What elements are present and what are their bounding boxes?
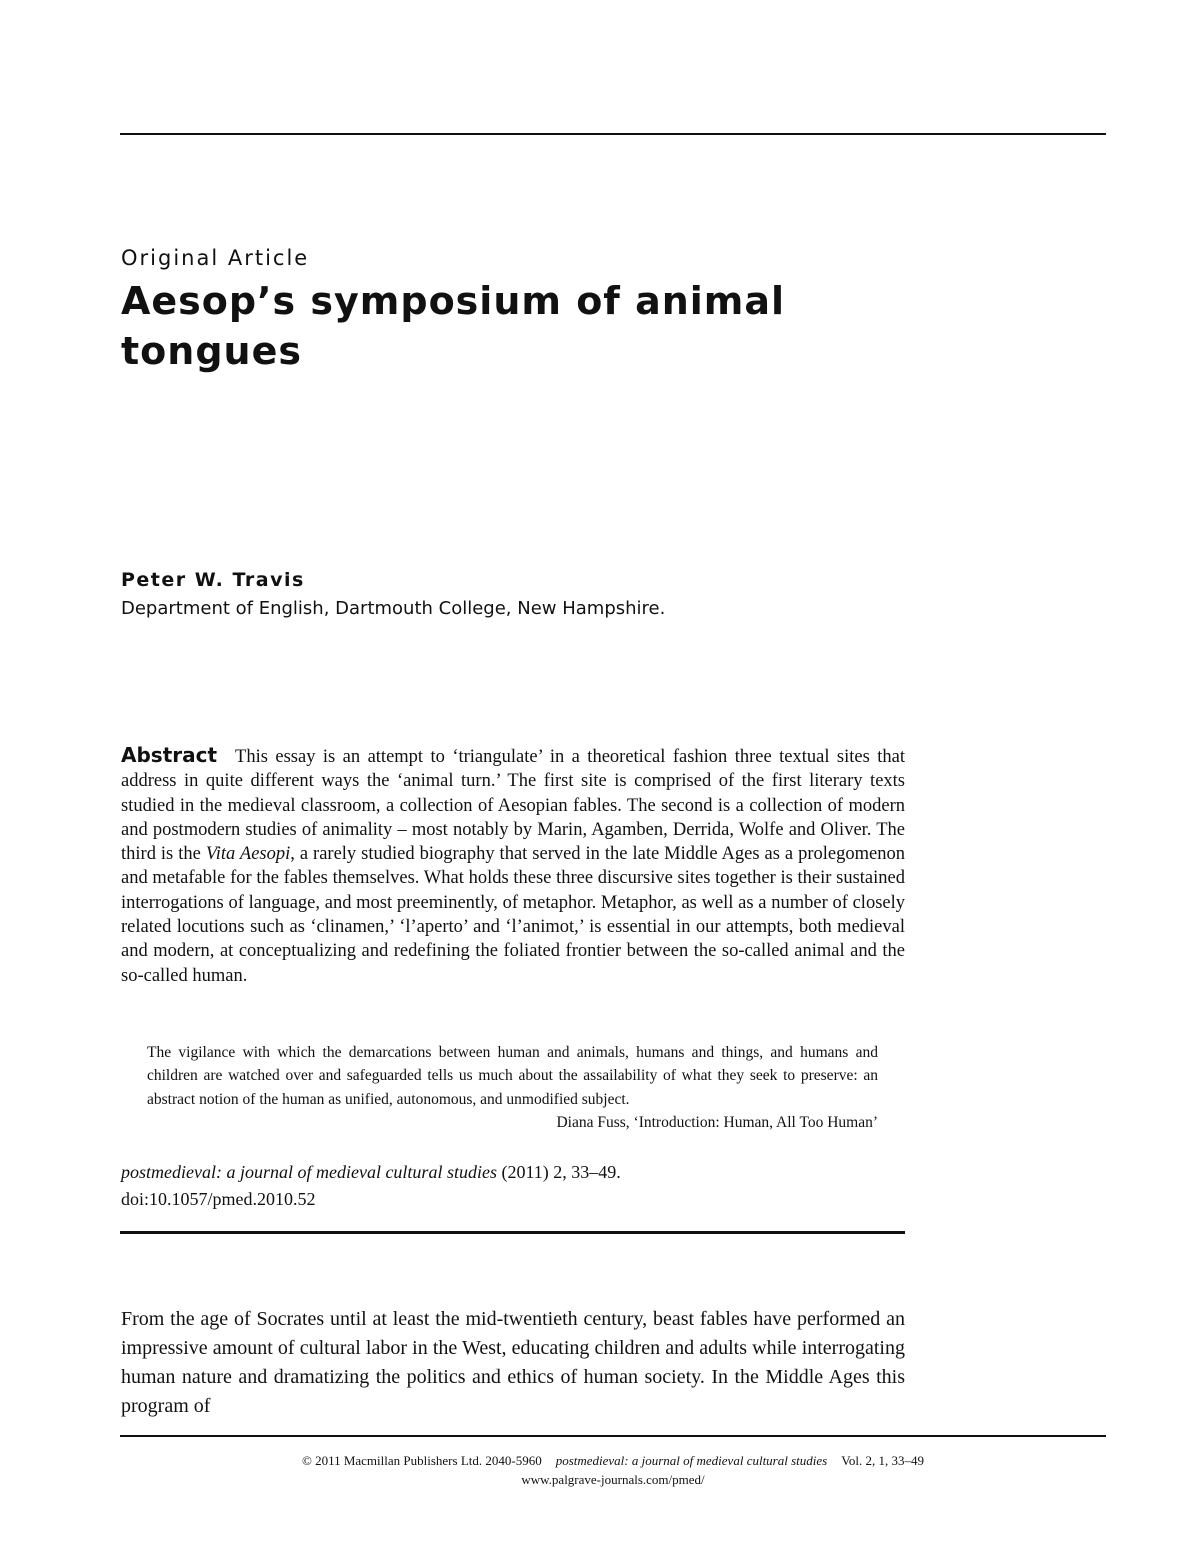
citation-journal: postmedieval: a journal of medieval cultural studies — [121, 1162, 497, 1182]
epigraph — [147, 1041, 878, 1134]
epigraph-quote: The vigilance with which the demarcations between human and animals, humans and things, and humans and children are watched over and safeguarded tells us much about the assailability of what they seek to preserve: an abstract notion of the human as unified, autonomous, and unmodified subject. — [147, 1044, 878, 1108]
abstract — [121, 743, 905, 988]
section-rule — [120, 1231, 905, 1234]
article-title: Aesop’s symposium of animal tongues — [121, 279, 786, 373]
author-affiliation: Department of English, Dartmouth College, New Hampshire. — [121, 598, 666, 619]
footer-volume: Vol. 2, 1, 33–49 — [841, 1453, 925, 1468]
journal-citation — [121, 1159, 905, 1213]
page-footer — [120, 1451, 1106, 1489]
footer-journal: postmedieval: a journal of medieval cultural studies — [555, 1453, 828, 1468]
abstract-italic-title: Vita Aesopi — [205, 844, 291, 865]
footer-url[interactable]: www.palgrave-journals.com/pmed/ — [521, 1472, 705, 1487]
citation-doi[interactable]: doi:10.1057/pmed.2010.52 — [121, 1189, 316, 1209]
footer-copyright: © 2011 Macmillan Publishers Ltd. 2040-5960 — [301, 1453, 542, 1468]
citation-details: (2011) 2, 33–49. — [501, 1162, 621, 1182]
top-rule — [120, 133, 1106, 135]
abstract-text-2: , a rarely studied biography that served in the late Middle Ages as a prolegomenon and metafable for the fables themselves. What holds these three discursive sites together is their sustained interrogations of language, and most preeminently, of metaphor. Metaphor, as well as a number of closely related locutions such as ‘clinamen,’ ‘l’aperto’ and ‘l’animot,’ is essential in our attempts, both medieval and modern, at conceptualizing and redefining the foliated frontier between the so-called animal and the so-called human. — [121, 844, 905, 986]
footer-rule — [120, 1435, 1106, 1437]
author-name: Peter W. Travis — [121, 569, 305, 591]
abstract-text-1: This essay is an attempt to ‘triangulate’ in a theoretical fashion three textual sites that address in quite different ways the ‘animal turn.’ The first site is comprised of the first literary texts studied in the medieval classroom, a collection of Aesopian fables. The second is a collection of modern and postmodern studies of animality – most notably by Marin, Agamben, Derrida, Wolfe and Oliver. The third is the — [121, 747, 905, 865]
epigraph-attribution: Diana Fuss, ‘Introduction: Human, All Too Human’ — [556, 1113, 878, 1131]
article-type: Original Article — [121, 246, 310, 270]
body-paragraph: From the age of Socrates until at least the mid-twentieth century, beast fables have performed an impressive amount of cultural labor in the West, educating children and adults while interrogating human nature and dramatizing the politics and ethics of human society. In the Middle Ages this program of — [121, 1308, 905, 1417]
abstract-label: Abstract — [121, 743, 218, 767]
